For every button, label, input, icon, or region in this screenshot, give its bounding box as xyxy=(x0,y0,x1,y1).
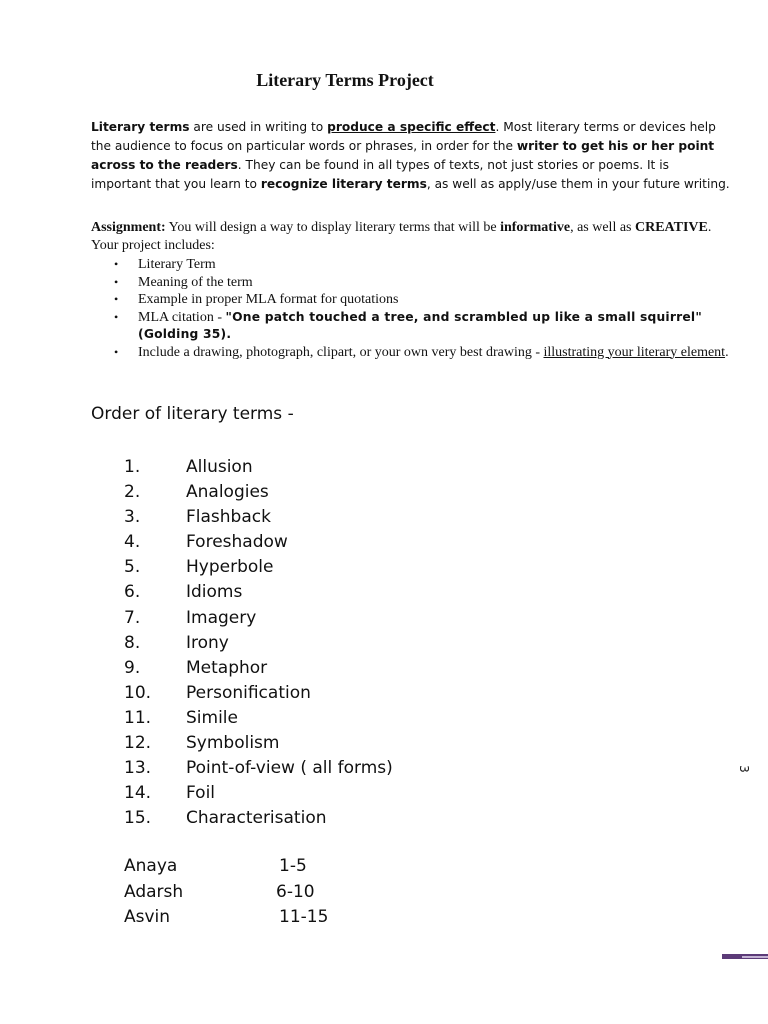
term-list-item xyxy=(124,555,393,580)
requirement-text: Meaning of the term xyxy=(138,274,253,290)
term-list-item xyxy=(124,505,393,530)
assignment-label: Assignment: xyxy=(91,220,166,235)
terms-list xyxy=(124,455,393,831)
group-assignments xyxy=(124,854,384,931)
term-name: Characterisation xyxy=(186,808,327,829)
intro-bold-recognize: recognize literary terms xyxy=(260,177,427,191)
term-list-item xyxy=(124,580,393,605)
intro-bold-writer: writer to get his or her point across to the readers xyxy=(91,139,715,172)
term-range: 1-5 xyxy=(279,856,307,876)
order-heading: Order of literary terms - xyxy=(91,404,294,424)
term-number: 13. xyxy=(124,758,152,779)
assignment-bold-informative: informative xyxy=(500,220,571,235)
term-name: Imagery xyxy=(186,607,257,628)
requirement-item xyxy=(110,291,730,309)
group-row xyxy=(124,905,384,931)
term-name: Flashback xyxy=(186,507,271,528)
intro-text-1: are used in writing to xyxy=(189,120,328,134)
term-name: Analogies xyxy=(186,482,269,503)
term-list-item xyxy=(124,806,393,831)
term-list-item xyxy=(124,480,393,505)
requirement-text: MLA citation - xyxy=(138,309,226,325)
assignment-text-1: You will design a way to display literary terms that will be xyxy=(165,220,501,235)
requirement-text: Literary Term xyxy=(138,257,216,272)
group-row xyxy=(124,880,384,906)
intro-text-3: . They can be found in all types of texts, not just stories or poems. It is important that you learn to xyxy=(91,158,669,191)
term-list-item xyxy=(124,631,393,656)
term-number: 4. xyxy=(124,532,141,553)
term-list-item xyxy=(124,455,393,480)
intro-text-2: . Most literary terms or devices help the audience to focus on particular words or phrases, in order for the xyxy=(91,120,716,153)
assignment-paragraph xyxy=(91,219,731,255)
intro-underline-effect: produce a specific effect xyxy=(327,120,496,134)
term-list-item xyxy=(124,756,393,781)
assignment-bold-creative: CREATIVE xyxy=(635,220,708,235)
term-list-item xyxy=(124,781,393,806)
term-name: Irony xyxy=(186,632,229,653)
term-name: Foil xyxy=(186,783,216,804)
footer-accent-bar xyxy=(722,954,768,959)
term-name: Foreshadow xyxy=(186,532,288,553)
term-number: 14. xyxy=(124,783,152,804)
footer-accent-bar-light xyxy=(742,956,768,958)
term-list-item xyxy=(124,706,393,731)
intro-text-4: , as well as apply/use them in your future writing. xyxy=(426,177,730,191)
term-number: 15. xyxy=(124,808,152,829)
student-name: Asvin xyxy=(124,907,171,927)
term-name: Allusion xyxy=(186,457,253,477)
term-number: 8. xyxy=(124,632,141,653)
term-number: 7. xyxy=(124,607,141,628)
term-name: Symbolism xyxy=(186,733,280,754)
student-name: Adarsh xyxy=(124,881,184,902)
requirements-list xyxy=(110,256,730,361)
assignment-text-2: , as well as xyxy=(570,220,635,235)
term-number: 5. xyxy=(124,557,141,578)
term-number: 10. xyxy=(124,682,152,703)
term-list-item xyxy=(124,656,393,681)
term-list-item xyxy=(124,530,393,555)
term-number: 9. xyxy=(124,657,141,678)
term-number: 1. xyxy=(124,457,141,477)
page-number: 3 xyxy=(736,765,751,773)
term-number: 2. xyxy=(124,482,141,503)
term-name: Personification xyxy=(186,682,311,703)
student-name: Anaya xyxy=(124,856,178,876)
requirement-item xyxy=(110,274,730,292)
assignment-text-3: . Your project includes: xyxy=(91,220,712,253)
term-range: 11-15 xyxy=(279,907,329,927)
term-number: 3. xyxy=(124,507,141,528)
term-name: Hyperbole xyxy=(186,557,274,578)
intro-bold-literary-terms: Literary terms xyxy=(91,120,190,134)
requirement-item xyxy=(110,256,730,274)
intro-paragraph xyxy=(91,118,731,194)
term-list-item xyxy=(124,606,393,631)
requirement-item xyxy=(110,309,730,344)
term-name: Metaphor xyxy=(186,657,268,678)
document-title: Literary Terms Project xyxy=(256,70,434,90)
mla-example-quote: "One patch touched a tree, and scrambled up like a small squirrel" (Golding 35). xyxy=(138,309,702,341)
term-number: 6. xyxy=(124,582,141,603)
term-list-item xyxy=(124,681,393,706)
requirement-item xyxy=(110,344,730,362)
requirement-underline: illustrating your literary element xyxy=(543,344,726,360)
term-number: 12. xyxy=(124,733,152,754)
requirement-text: Example in proper MLA format for quotations xyxy=(138,292,399,307)
term-list-item xyxy=(124,731,393,756)
term-number: 11. xyxy=(124,707,152,728)
requirement-text-end: . xyxy=(725,344,729,360)
requirement-text: Include a drawing, photograph, clipart, or your own very best drawing - xyxy=(138,344,544,360)
group-row xyxy=(124,854,384,880)
term-range: 6-10 xyxy=(276,881,315,902)
term-name: Point-of-view ( all forms) xyxy=(186,758,393,779)
term-name: Simile xyxy=(186,707,238,728)
term-name: Idioms xyxy=(186,582,243,603)
